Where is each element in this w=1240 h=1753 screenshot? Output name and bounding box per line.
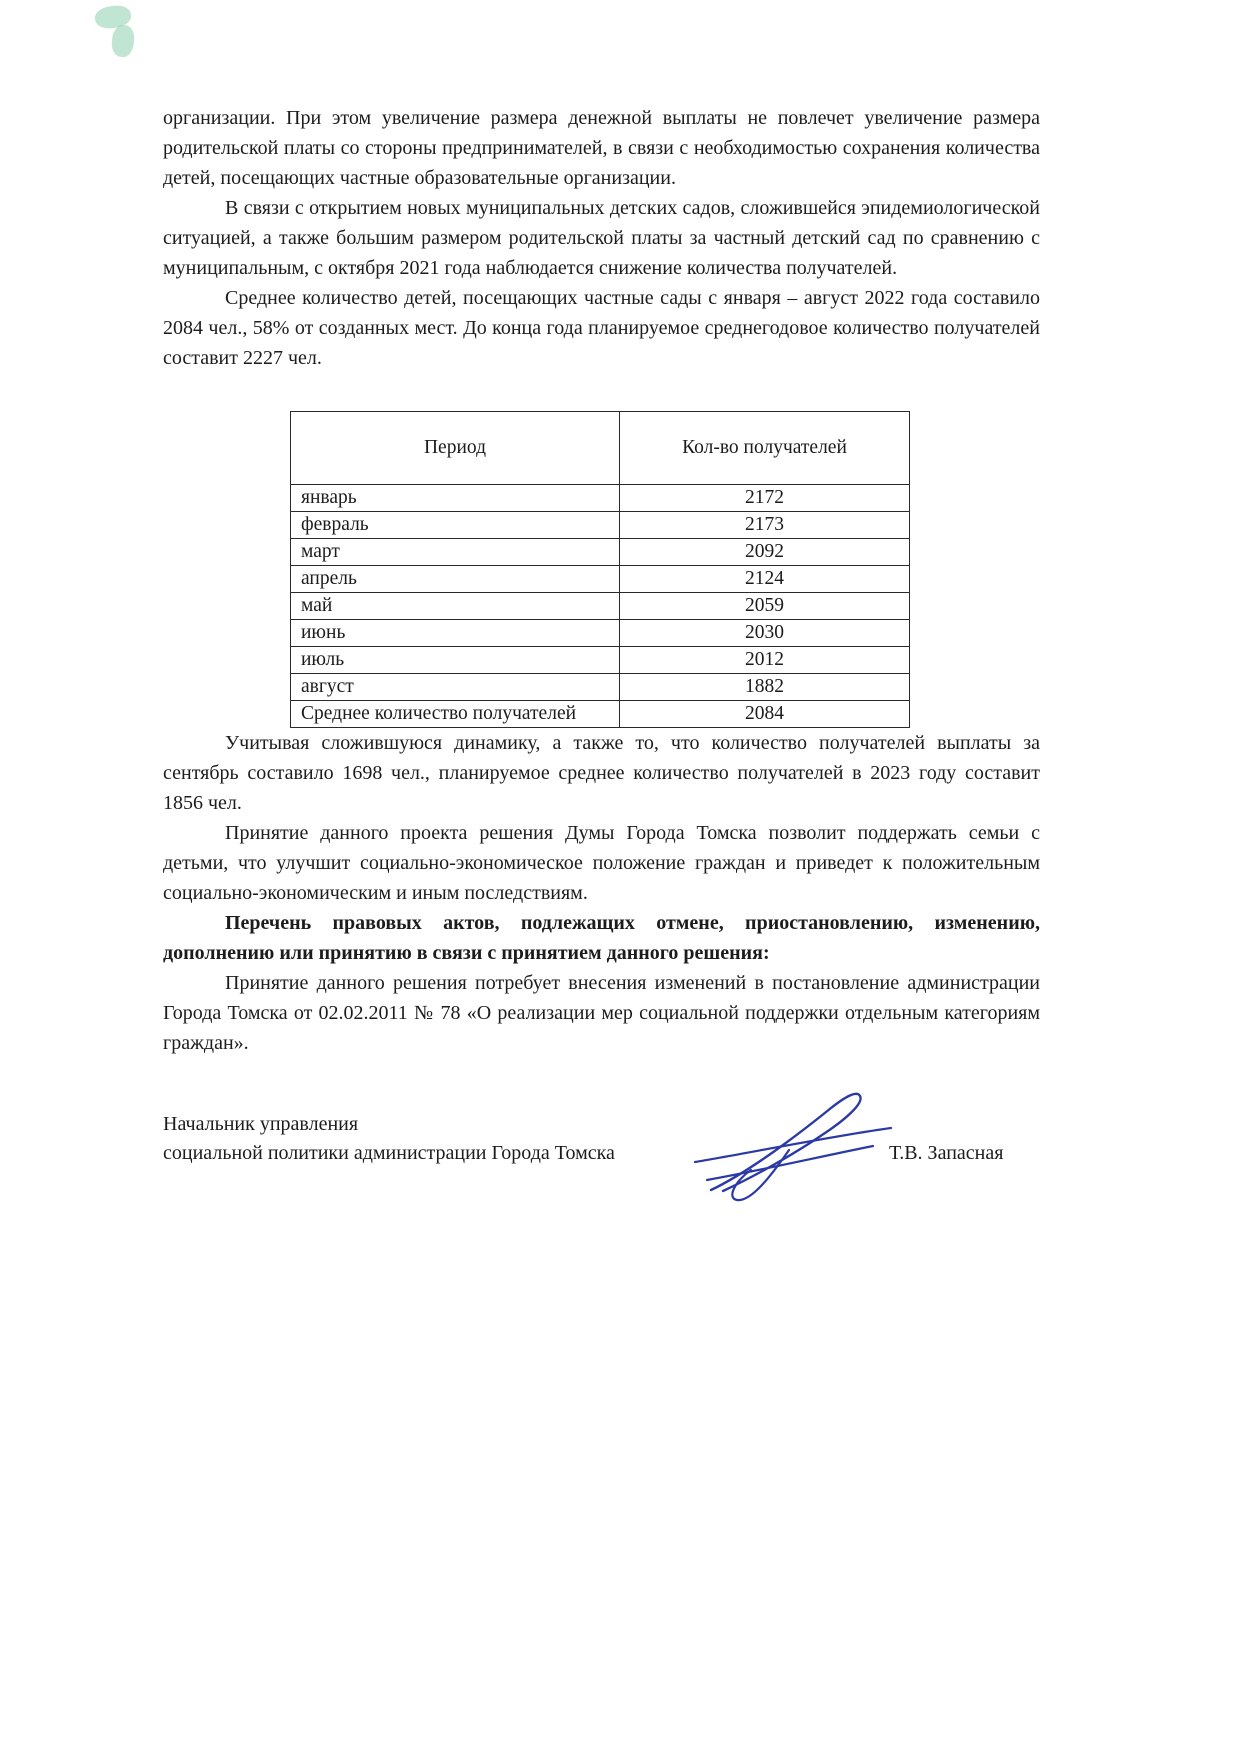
signer-name: Т.В. Запасная: [889, 1142, 1004, 1164]
table-row: [291, 485, 910, 512]
scan-artifact: [110, 24, 135, 58]
table-row: [291, 620, 910, 647]
recipients-table: [290, 411, 910, 728]
signer-title-line2: социальной политики администрации Города Томска: [163, 1142, 615, 1164]
paragraph: В связи с открытием новых муниципальных детских садов, сложившейся эпидемиологической ситуацией, а также большим размером родительской платы за частный детский сад по сравнению с муниципальным, с октября 2021 года наблюдается снижение количества получателей.: [163, 197, 1040, 279]
paragraph: Учитывая сложившуюся динамику, а также то, что количество получателей выплаты за сентябрь составило 1698 чел., планируемое среднее количество получателей в 2023 году составит 1856 чел.: [163, 732, 1040, 814]
period-cell: Среднее количество получателей: [291, 701, 620, 728]
count-cell: 1882: [620, 674, 910, 701]
period-cell: август: [291, 674, 620, 701]
table-row: [291, 512, 910, 539]
period-cell: май: [291, 593, 620, 620]
period-cell: апрель: [291, 566, 620, 593]
table-row: [291, 566, 910, 593]
count-cell: 2172: [620, 485, 910, 512]
period-cell: февраль: [291, 512, 620, 539]
table-header-row: [291, 412, 910, 485]
table-row: [291, 539, 910, 566]
count-cell: 2124: [620, 566, 910, 593]
document-body: [163, 103, 1040, 1270]
period-cell: июнь: [291, 620, 620, 647]
paragraph: Принятие данного решения потребует внесения изменений в постановление администрации Города Томска от 02.02.2011 № 78 «О реализации мер социальной поддержки отдельным категориям граждан».: [163, 972, 1040, 1054]
paragraph-continuation: организации. При этом увеличение размера денежной выплаты не повлечет увеличение размера родительской платы со стороны предпринимателей, в связи с необходимостью сохранения количества детей, посещающих частные образовательные организации.: [163, 107, 1040, 189]
period-cell: март: [291, 539, 620, 566]
count-cell: 2012: [620, 647, 910, 674]
count-cell: 2173: [620, 512, 910, 539]
table-row-average: [291, 701, 910, 728]
legal-acts-heading: Перечень правовых актов, подлежащих отмене, приостановлению, изменению, дополнению или принятию в связи с принятием данного решения:: [163, 912, 1040, 964]
table-row: [291, 593, 910, 620]
count-cell: 2092: [620, 539, 910, 566]
period-cell: июль: [291, 647, 620, 674]
paragraph: Принятие данного проекта решения Думы Города Томска позволит поддержать семьи с детьми, что улучшит социально-экономическое положение граждан и приведет к положительным социально-экономическим и иным последствиям.: [163, 822, 1040, 904]
count-cell: 2084: [620, 701, 910, 728]
handwritten-signature: [691, 1082, 901, 1212]
table-row: [291, 647, 910, 674]
column-header-period: Период: [291, 412, 620, 485]
period-cell: январь: [291, 485, 620, 512]
count-cell: 2059: [620, 593, 910, 620]
count-cell: 2030: [620, 620, 910, 647]
table-row: [291, 674, 910, 701]
signature-block: [163, 1110, 1040, 1270]
paragraph: Среднее количество детей, посещающих частные сады с января – август 2022 года составило 2084 чел., 58% от созданных мест. До конца года планируемое среднегодовое количество получателей составит 2227 чел.: [163, 287, 1040, 369]
signer-title-line1: Начальник управления: [163, 1113, 359, 1135]
column-header-count: Кол-во получателей: [620, 412, 910, 485]
